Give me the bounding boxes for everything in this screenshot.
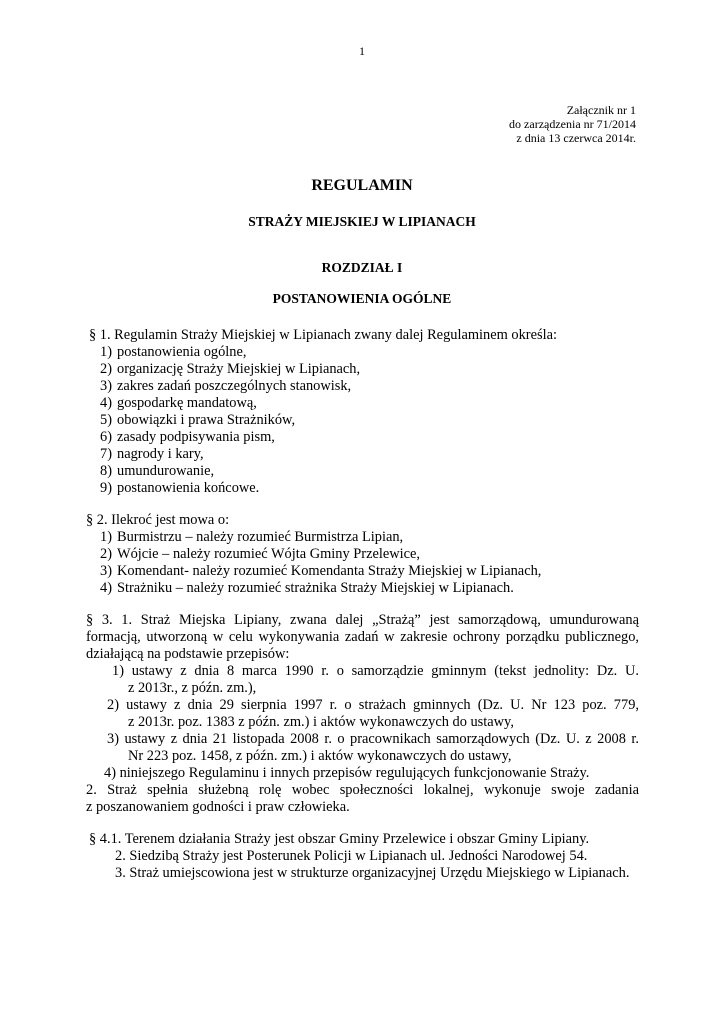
list-item-number: 3)	[100, 563, 112, 579]
attachment-line-3: z dnia 13 czerwca 2014r.	[516, 131, 636, 145]
list-item	[86, 412, 639, 429]
list-item-text: Wójcie – należy rozumieć Wójta Gminy Przelewice,	[117, 546, 421, 562]
list-item-number: 4)	[100, 580, 112, 596]
page-number: 1	[359, 44, 365, 58]
section-3-item3-line1: 3) ustawy z dnia 21 listopada 2008 r. o pracownikach samorządowych (Dz. U. z 2008 r.	[107, 731, 639, 747]
list-item-text: zasady podpisywania pism,	[117, 429, 275, 445]
section-4	[86, 831, 639, 882]
section-3-para2-line2: z poszanowaniem godności i praw człowieka.	[86, 799, 350, 815]
list-item-text: Strażniku – należy rozumieć strażnika Straży Miejskiej w Lipianach.	[117, 580, 514, 596]
list-item	[86, 580, 639, 597]
section-1	[86, 327, 639, 497]
list-item-number: 2)	[100, 361, 112, 377]
document-subtitle: STRAŻY MIEJSKIEJ W LIPIANACH	[248, 214, 476, 229]
list-item-number: 1)	[100, 344, 112, 360]
list-item	[86, 361, 639, 378]
section-2-intro: § 2. Ilekroć jest mowa o:	[86, 512, 230, 528]
list-item-number: 3)	[100, 378, 112, 394]
list-item	[86, 529, 639, 546]
list-item-text: postanowienia końcowe.	[117, 480, 260, 496]
list-item	[86, 395, 639, 412]
list-item-number: 6)	[100, 429, 112, 445]
section-1-intro: § 1. Regulamin Straży Miejskiej w Lipianach zwany dalej Regulaminem określa:	[89, 327, 557, 343]
section-4-line1: § 4.1. Terenem działania Straży jest obszar Gminy Przelewice i obszar Gminy Lipiany.	[89, 831, 590, 847]
list-item	[86, 344, 639, 361]
section-4-line3: 3. Straż umiejscowiona jest w strukturze organizacyjnej Urzędu Miejskiego w Lipianach.	[115, 865, 630, 881]
list-item-text: zakres zadań poszczególnych stanowisk,	[117, 378, 352, 394]
section-3-item1-line1: 1) ustawy z dnia 8 marca 1990 r. o samorządzie gminnym (tekst jednolity: Dz. U.	[112, 663, 639, 679]
list-item-number: 7)	[100, 446, 112, 462]
section-3-para1-line2: formacją, utworzoną w celu wykonywania zadań w zakresie ochrony porządku publicznego,	[86, 629, 639, 645]
section-3-item1-line2: z 2013r., z późn. zm.),	[128, 680, 257, 696]
section-2-list	[86, 529, 639, 597]
list-item-number: 2)	[100, 546, 112, 562]
attachment-line-1: Załącznik nr 1	[566, 103, 636, 117]
list-item-text: Burmistrzu – należy rozumieć Burmistrza Lipian,	[117, 529, 404, 545]
list-item-text: gospodarkę mandatową,	[117, 395, 257, 411]
list-item-text: umundurowanie,	[117, 463, 215, 479]
list-item	[86, 563, 639, 580]
section-3-item2-line2: z 2013r. poz. 1383 z późn. zm.) i aktów wykonawczych do ustawy,	[128, 714, 514, 730]
section-3	[86, 612, 639, 816]
list-item	[86, 463, 639, 480]
section-3-para1-line1: § 3. 1. Straż Miejska Lipiany, zwana dalej „Strażą” jest samorządową, umundurowaną	[86, 612, 639, 628]
list-item	[86, 429, 639, 446]
list-item-number: 1)	[100, 529, 112, 545]
section-4-line2: 2. Siedzibą Straży jest Posterunek Policji w Lipianach ul. Jedności Narodowej 54.	[115, 848, 588, 864]
section-3-item4: 4) niniejszego Regulaminu i innych przepisów regulujących funkcjonowanie Straży.	[104, 765, 590, 781]
section-3-para2-line1: 2. Straż spełnia służebną rolę wobec społeczności lokalnej, wykonuje swoje zadania	[86, 782, 639, 798]
list-item	[86, 480, 639, 497]
list-item-text: obowiązki i prawa Strażników,	[117, 412, 296, 428]
attachment-note	[509, 103, 636, 145]
section-3-para1-line3: działającą na podstawie przepisów:	[86, 646, 290, 662]
section-1-list	[86, 344, 639, 497]
list-item	[86, 546, 639, 563]
attachment-line-2: do zarządzenia nr 71/2014	[509, 117, 636, 131]
list-item-text: Komendant- należy rozumieć Komendanta Straży Miejskiej w Lipianach,	[117, 563, 542, 579]
list-item	[86, 446, 639, 463]
list-item-text: nagrody i kary,	[117, 446, 204, 462]
chapter-heading: ROZDZIAŁ I	[321, 260, 403, 275]
list-item-text: organizację Straży Miejskiej w Lipianach,	[117, 361, 361, 377]
chapter-title: POSTANOWIENIA OGÓLNE	[272, 291, 452, 306]
list-item-number: 8)	[100, 463, 112, 479]
list-item-number: 5)	[100, 412, 112, 428]
list-item-number: 9)	[100, 480, 112, 496]
section-2	[86, 512, 639, 597]
section-3-item3-line2: Nr 223 poz. 1458, z późn. zm.) i aktów wykonawczych do ustawy,	[128, 748, 512, 764]
list-item	[86, 378, 639, 395]
list-item-text: postanowienia ogólne,	[117, 344, 247, 360]
section-3-item2-line1: 2) ustawy z dnia 29 sierpnia 1997 r. o strażach gminnych (Dz. U. Nr 123 poz. 779,	[107, 697, 639, 713]
list-item-number: 4)	[100, 395, 112, 411]
document-title: REGULAMIN	[311, 177, 413, 194]
